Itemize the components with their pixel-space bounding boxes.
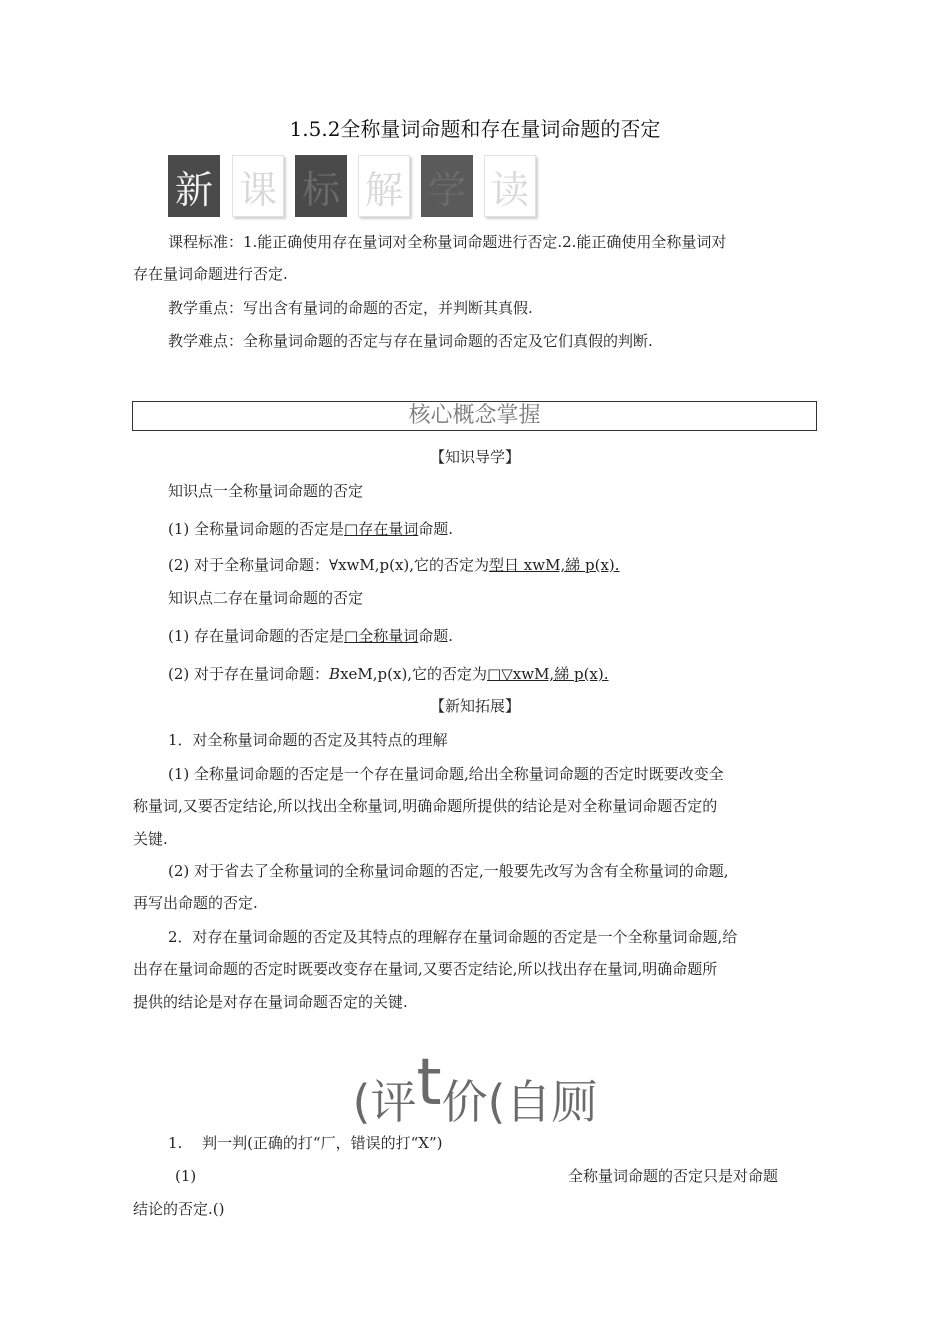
symbol: B	[329, 665, 341, 683]
section-banner	[168, 155, 538, 217]
knowledge-point-1-item-2	[168, 555, 620, 575]
knowledge-point-2-item-2	[168, 664, 609, 684]
expansion-2-line: 2．对存在量词命题的否定及其特点的理解存在量词命题的否定是一个全称量词命题,给	[168, 928, 738, 946]
evaluation-heading	[0, 1046, 950, 1134]
expansion-1-para-2-line: (2) 对于省去了全称量词的全称量词命题的否定,一般要先改写为含有全称量词的命题,	[168, 862, 729, 880]
text: (2) 对于存在量词命题：	[168, 665, 330, 683]
text: 命题.	[418, 520, 453, 538]
question-1-item-number: (1)	[175, 1167, 197, 1185]
knowledge-point-1-title: 知识点一全称量词命题的否定	[168, 482, 364, 500]
knowledge-point-1-item-1	[168, 519, 453, 539]
answer-blank: □存在量词	[344, 520, 419, 538]
question-1-item-text: 全称量词命题的否定只是对命题	[568, 1167, 779, 1185]
text: xeM,p(x),它的否定为	[340, 665, 488, 683]
expansion-2-line: 出存在量词命题的否定时既要改变存在量词,又要否定结论,所以找出存在量词,明确命题所	[133, 960, 718, 978]
evaluation-heading-part: 价(自厕	[441, 1075, 598, 1129]
page-title: 1.5.2全称量词命题和存在量词命题的否定	[289, 117, 661, 141]
text: 命题.	[418, 627, 453, 645]
expansion-1-para-1-line: 关键.	[133, 830, 168, 848]
text: (1) 全称量词命题的否定是	[168, 520, 345, 538]
text: (2) 对于全称量词命题：∀xwM,p(x),它的否定为	[168, 556, 490, 574]
banner-tile: 课	[232, 155, 284, 217]
teaching-difficulty: 教学难点：全称量词命题的否定与存在量词命题的否定及它们真假的判断.	[168, 332, 653, 350]
knowledge-point-2-item-1	[168, 626, 453, 646]
evaluation-heading-part: (评	[352, 1075, 417, 1129]
evaluation-heading-part: t	[416, 1046, 442, 1120]
banner-tile: 读	[484, 155, 536, 217]
teaching-key-point: 教学重点：写出含有量词的命题的否定，并判断其真假.	[168, 299, 533, 317]
expansion-1-para-2-line: 再写出命题的否定.	[133, 894, 258, 912]
question-1-item-continuation: 结论的否定.()	[133, 1200, 225, 1218]
course-standard-line2: 存在量词命题进行否定.	[133, 265, 288, 283]
answer-blank: □▽xwM,綈 p(x).	[487, 665, 609, 683]
course-standard-line1: 课程标准：1.能正确使用存在量词对全称量词命题进行否定.2.能正确使用全称量词对	[168, 233, 727, 251]
banner-tile: 学	[421, 155, 473, 217]
new-knowledge-heading: 【新知拓展】	[429, 697, 520, 715]
banner-tile: 解	[358, 155, 410, 217]
knowledge-point-2-title: 知识点二存在量词命题的否定	[168, 589, 364, 607]
answer-blank: 型日 xwM,綈 p(x).	[489, 556, 620, 574]
expansion-2-line: 提供的结论是对存在量词命题否定的关键.	[133, 993, 408, 1011]
text: (1) 存在量词命题的否定是	[168, 627, 345, 645]
question-1-prompt: 1. 判一判(正确的打“厂，错误的打“X”)	[168, 1134, 443, 1152]
banner-tile: 新	[168, 155, 220, 217]
expansion-1-para-1-line: (1) 全称量词命题的否定是一个存在量词命题,给出全称量词命题的否定时既要改变全	[168, 765, 724, 783]
expansion-1-title: 1．对全称量词命题的否定及其特点的理解	[168, 731, 448, 749]
banner-tile: 标	[295, 155, 347, 217]
answer-blank: □全称量词	[344, 627, 419, 645]
expansion-1-para-1-line: 称量词,又要否定结论,所以找出全称量词,明确命题所提供的结论是对全称量词命题否定的	[133, 797, 718, 815]
knowledge-guide-heading: 【知识导学】	[429, 448, 520, 466]
core-concept-heading: 核心概念掌握	[132, 401, 817, 431]
